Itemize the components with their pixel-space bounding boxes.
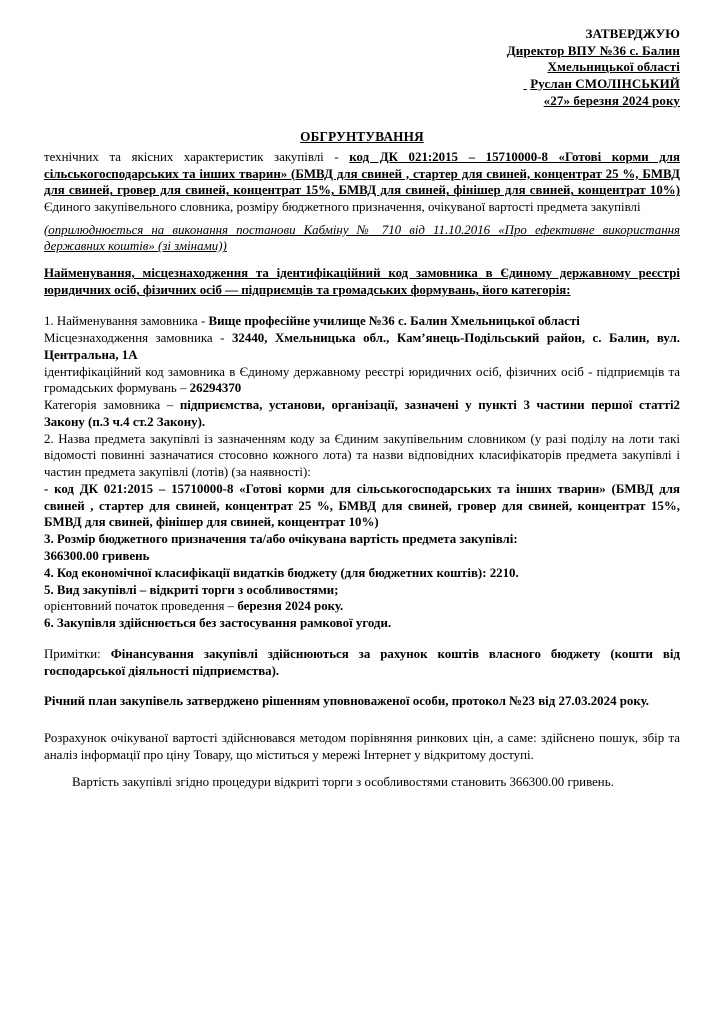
- item-1-category-label: Категорія замовника –: [44, 398, 180, 413]
- item-4: [44, 565, 680, 582]
- intro-suffix: Єдиного закупівельного словника, розміру бюджетного призначення, очікуваної вартості предмета закупівлі: [44, 200, 641, 215]
- item-5-extra-label: орієнтовний початок проведення –: [44, 599, 238, 614]
- item-1-location: [44, 330, 680, 364]
- item-6-value: без застосування рамкової угоди.: [199, 616, 392, 631]
- intro-paragraph: [44, 149, 680, 216]
- item-6: [44, 615, 680, 632]
- item-1-name: [44, 313, 680, 330]
- approval-signature-line: [44, 76, 680, 93]
- intro-prefix: технічних та якісних характеристик закупівлі -: [44, 150, 350, 165]
- approval-block: [44, 26, 680, 109]
- notes-value: Фінансування закупівлі здійснюються за рахунок коштів власного бюджету (кошти від господарської діяльності підприємства).: [44, 646, 680, 678]
- intro-block: [44, 149, 680, 216]
- item-1-value: Вище професійне училище №36 с. Балин Хмельницької області: [208, 314, 580, 329]
- item-1-code: [44, 364, 680, 398]
- item-4-label: 4. Код економічної класифікації видатків бюджету (для бюджетних коштів):: [44, 565, 490, 580]
- cost-paragraph: Вартість закупівлі згідно процедури відкриті торги з особливостями становить 366300.00 гривень.: [72, 774, 614, 789]
- item-2-label: 2. Назва предмета закупівлі із зазначенням коду за Єдиним закупівельним словником (у разі поділу на лоти такі відомості повинні зазначатися стосовно кожного лота) та назви відповідних класифікаторів предмета закупівлі і частин предмета закупівлі (лотів) (за наявності):: [44, 431, 680, 480]
- approval-line-2: Директор ВПУ №36 с. Балин: [506, 42, 680, 58]
- item-5: [44, 582, 680, 599]
- item-1-label: 1. Найменування замовника -: [44, 314, 209, 329]
- intro-bold-part: код ДК 021:2015 – 15710000-8 «Готові корми для сільськогосподарських та інших тварин» (БМВД для свиней , стартер для свиней, концентрат 25 %, БМВД для свиней, гровер для свиней, концентрат 15%, БМВД для свиней, фінішер для свиней, концентрат 10%): [44, 150, 680, 198]
- item-6-label: 6. Закупівля здійснюється: [44, 616, 200, 631]
- item-5-value: відкриті торги з особливостями;: [149, 582, 339, 597]
- item-2-value: - код ДК 021:2015 – 15710000-8 «Готові корми для сільськогосподарських та інших тварин» (БМВД для свиней , стартер для свиней, концентрат 25 %, БМВД для свиней, гровер для свиней, концентрат 15%, БМВД для свиней, фінішер для свиней, концентрат 10%): [44, 481, 680, 530]
- item-5-label: 5. Вид закупівлі –: [44, 582, 150, 597]
- item-3-value: 366300.00 гривень: [44, 549, 150, 563]
- notes-block: [44, 646, 680, 680]
- page-title: ОБГРУНТУВАННЯ: [300, 129, 424, 145]
- item-3-label: 3. Розмір бюджетного призначення та/або очікувана вартість предмета закупівлі:: [44, 532, 518, 547]
- approval-line-1: ЗАТВЕРДЖУЮ: [585, 26, 680, 41]
- item-5-extra-value: березня 2024 року.: [237, 599, 344, 614]
- item-1-code-label: ідентифікаційний код замовника в Єдиному державному реєстрі юридичних осіб, фізичних осіб - підприємців та громадських формувань –: [44, 364, 680, 396]
- annual-plan-paragraph: Річний план закупівель затверджено рішенням уповноваженої особи, протокол №23 від 27.03.2024 року.: [44, 694, 649, 709]
- signature-underline: [457, 76, 527, 93]
- approval-line-3: Хмельницької області: [547, 59, 680, 75]
- approval-line-5: «27» березня 2024 року: [543, 92, 680, 108]
- item-1-code-value: 26294370: [189, 381, 242, 396]
- customer-section-heading: Найменування, місцезнаходження та ідентифікаційний код замовника в Єдиному державному реєстрі юридичних осіб, фізичних осіб — підприємців та громадських формувань, його категорія:: [44, 266, 680, 298]
- item-1-location-value: 32440, Хмельницька обл., Кам’янець-Подільський район, с. Балин, вул. Центральна, 1А: [44, 331, 680, 362]
- intro-note: (оприлюднюється на виконання постанови Кабміну № 710 від 11.10.2016 «Про ефективне використання державних коштів» (зі змінами)): [44, 222, 680, 254]
- approval-line-4: Руслан СМОЛІНСЬКИЙ: [530, 75, 680, 91]
- item-4-value: 2210.: [489, 565, 519, 580]
- item-1-location-label: Місцезнаходження замовника -: [44, 331, 232, 346]
- calculation-paragraph: Розрахунок очікуваної вартості здійснювався методом порівняння ринкових цін, а саме: здійснено пошук, збір та аналіз інформації про ціну Товару, що міститься у мережі Інтернет у відкритому доступі.: [44, 731, 680, 762]
- notes-label: Примітки:: [44, 646, 111, 661]
- item-5-extra: [44, 598, 680, 615]
- item-1-category: [44, 397, 680, 431]
- item-1-category-value: підприємства, установи, організації, зазначені у пункті 3 частини першої статті2 Закону (п.3 ч.4 ст.2 Закону).: [44, 398, 680, 429]
